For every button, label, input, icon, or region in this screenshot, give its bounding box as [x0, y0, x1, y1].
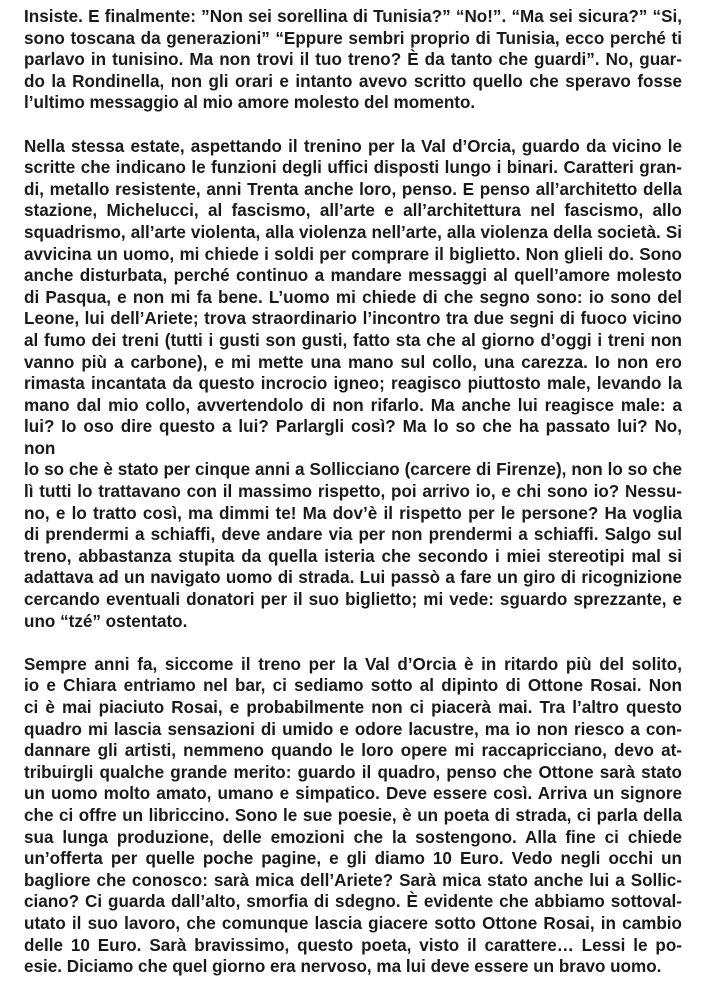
- paragraph: [24, 6, 682, 114]
- paragraph: [24, 654, 682, 978]
- text-line: Insiste. E finalmente: ”Non sei sorellina di Tunisia?” “No!”. “Ma sei sicura?” “Si,: [24, 7, 682, 26]
- text-line: lì tutti lo trattavano con il massimo rispetto, poi arrivo io, e chi sono io? Nessu-: [24, 482, 682, 502]
- text-line: delle 10 Euro. Sarà bravissimo, questo poeta, visto il carattere… Lessi le po-: [24, 935, 682, 955]
- text-line: rimasta incantata da questo incrocio igneo; reagisco piuttosto male, levando la: [24, 374, 682, 394]
- text-line: un’offerta per quelle poche pagine, e gli diamo 10 Euro. Vedo negli occhi un: [24, 849, 682, 869]
- text-line: treno, abbastanza stupita da quella isteria che secondo i miei stereotipi mal si: [24, 546, 682, 566]
- text-line: sua lunga produzione, delle emozioni che la sostengono. Alla fine ci chiede: [24, 827, 682, 847]
- text-line: scritte che indicano le funzioni degli uffici disposti lungo i binari. Caratteri gran-: [24, 158, 682, 178]
- text-line: Leone, lui dell’Ariete; trova straordinario l’incontro tra due segni di fuoco vicino: [24, 309, 682, 329]
- text-line: dannare gli artisti, nemmeno quando le loro opere mi raccapricciano, devo at-: [24, 741, 682, 761]
- text-line: Sempre anni fa, siccome il treno per la Val d’Orcia è in ritardo più del solito,: [24, 654, 682, 674]
- text-line: bagliore che conosco: sarà mica dell’Ariete? Sarà mica stato anche lui a Sollic-: [24, 870, 682, 890]
- text-line: squadrismo, all’arte violenta, alla violenza nell’arte, alla violenza della società. Si: [24, 222, 682, 242]
- text-line: di Pasqua, e non mi fa bene. L’uomo mi chiede di che segno sono: io sono del: [24, 287, 682, 307]
- text-line: ciano? Ci guarda dall’alto, smorfia di sdegno. È evidente che abbiamo sottoval-: [24, 892, 682, 912]
- text-line: esie. Diciamo che quel giorno era nervoso, ma lui deve essere un bravo uomo.: [24, 957, 662, 977]
- paragraph: [24, 136, 682, 633]
- text-line: uno “tzé” ostentato.: [24, 611, 188, 631]
- text-line: al fumo dei treni (tutti i gusti son gusti, fatto sta che al giorno d’oggi i treni non: [24, 330, 682, 350]
- text-line: do la Rondinella, non gli orari e intanto avevo scritto quello che speravo fosse: [24, 71, 682, 91]
- text-line: quadro mi lascia sensazioni di umido e odore lacustre, ma io non riesco a con-: [24, 719, 682, 739]
- text-line: lui? Io oso dire questo a lui? Parlargli così? Ma lo so che ha passato lui? No, non: [24, 417, 682, 458]
- text-line: un uomo molto amato, umano e simpatico. Deve essere così. Arriva un signore: [24, 784, 682, 804]
- text-line: ci è mai piaciuto Rosai, e probabilmente non ci piacerà mai. Tra l’altro questo: [24, 698, 682, 717]
- text-line: tribuirgli qualche grande merito: guardo il quadro, penso che Ottone sarà stato: [24, 762, 682, 782]
- text-line: vanno più a carbone), e mi mette una mano sul collo, una carezza. Io non ero: [24, 352, 682, 372]
- text-line: anche disturbata, perché continuo a mandare messaggi al quell’amore molesto: [24, 266, 682, 286]
- text-line: di prendermi a schiaffi, deve andare via per non prendermi a schiaffi. Salgo sul: [24, 525, 682, 545]
- text-line: lo so che è stato per cinque anni a Sollicciano (carcere di Firenze), non lo so che: [24, 460, 682, 480]
- text-line: sono toscana da generazioni” “Eppure sembri proprio di Tunisia, ecco perché ti: [24, 28, 682, 48]
- text-line: io e Chiara entriamo nel bar, ci sediamo sotto al dipinto di Ottone Rosai. Non: [24, 676, 682, 696]
- text-line: l’ultimo messaggio al mio amore molesto del momento.: [24, 93, 476, 113]
- document-page: [24, 6, 682, 999]
- text-line: adattava ad un navigato uomo di strada. Lui passò a fare un giro di ricognizione: [24, 568, 682, 588]
- text-line: mano dal mio collo, avvertendolo di non rifarlo. Ma anche lui reagisce male: a: [24, 395, 682, 415]
- text-line: cercando eventuali donatori per il suo biglietto; mi vede: sguardo sprezzante, e: [24, 590, 682, 610]
- text-line: utato il suo lavoro, che comunque lascia giacere sotto Ottone Rosai, in cambio: [24, 913, 682, 933]
- text-line: Nella stessa estate, aspettando il trenino per la Val d’Orcia, guardo da vicino le: [24, 136, 682, 156]
- text-line: no, e lo tratto così, ma dimmi te! Ma dov’è il rispetto per le persone? Ha voglia: [24, 503, 682, 523]
- text-line: stazione, Michelucci, al fascismo, all’arte e all’architettura nel fascismo, allo: [24, 201, 682, 221]
- text-line: avvicina un uomo, mi chiede i soldi per comprare il biglietto. Non glieli do. Sono: [24, 244, 682, 264]
- text-line: di, metallo resistente, anni Trenta anche loro, penso. E penso all’architetto della: [24, 179, 682, 199]
- text-line: che ci offre un libriccino. Sono le sue poesie, è un poeta di strada, ci parla della: [24, 805, 682, 825]
- text-line: parlavo in tunisino. Ma non trovi il tuo treno? È da tanto che guardi”. No, guar-: [24, 50, 682, 70]
